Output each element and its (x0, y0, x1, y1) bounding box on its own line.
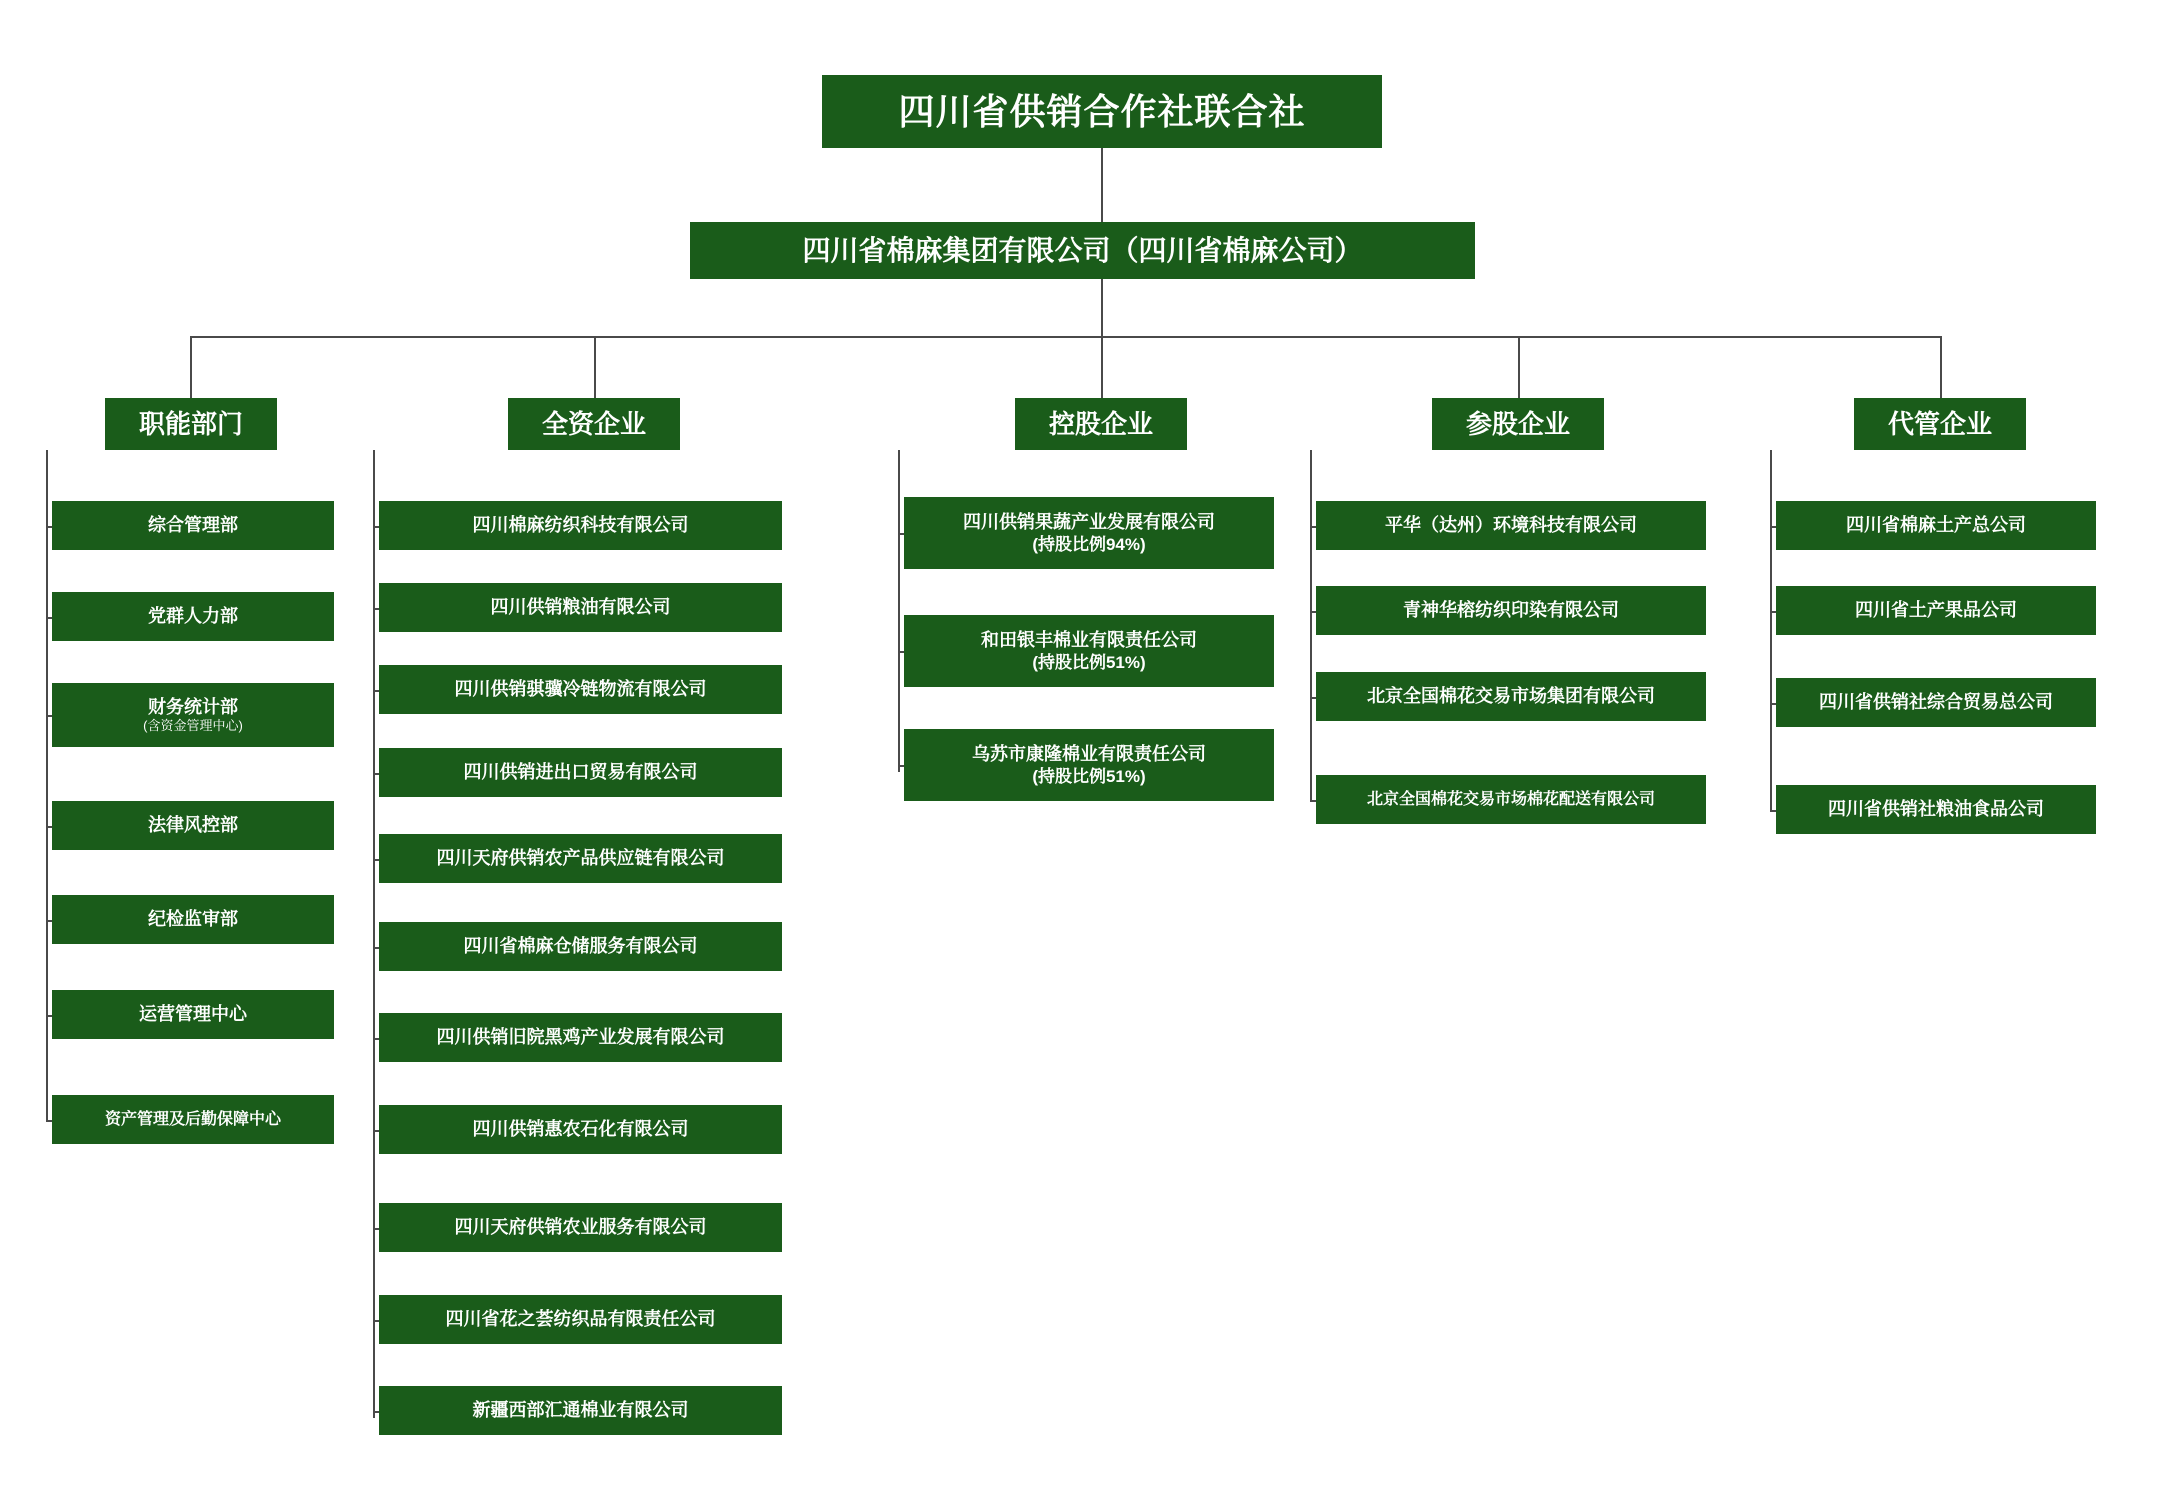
leaf-3-1-label: 青神华榕纺织印染有限公司 (1403, 600, 1619, 621)
leaf-0-5[interactable] (52, 990, 334, 1039)
node-level2[interactable] (690, 222, 1475, 279)
node-level2-label: 四川省棉麻集团有限公司（四川省棉麻公司） (802, 235, 1363, 266)
category-header-3-label: 参股企业 (1465, 408, 1570, 439)
leaf-1-2[interactable] (379, 665, 782, 714)
connector-bus-col-0 (190, 336, 192, 398)
leaf-0-4[interactable] (52, 895, 334, 944)
leaf-4-1-label: 四川省土产果品公司 (1855, 600, 2017, 621)
leaf-2-2[interactable] (904, 729, 1274, 801)
category-header-1-label: 全资企业 (541, 408, 646, 439)
leaf-3-0-label: 平华（达州）环境科技有限公司 (1385, 515, 1637, 536)
leaf-2-0-label: 四川供销果蔬产业发展有限公司 (963, 512, 1215, 533)
connector-bus-col-4 (1940, 336, 1942, 398)
leaf-1-4-label: 四川天府供销农产品供应链有限公司 (436, 848, 725, 869)
leaf-2-2-sub: (持股比例51%) (1032, 766, 1146, 786)
leaf-4-3[interactable] (1776, 785, 2096, 834)
leaf-1-7-label: 四川供销惠农石化有限公司 (472, 1119, 689, 1140)
leaf-1-7[interactable] (379, 1105, 782, 1154)
connector-col4-spine (1770, 450, 1772, 810)
leaf-1-9-label: 四川省花之荟纺织品有限责任公司 (445, 1309, 716, 1330)
leaf-1-0[interactable] (379, 501, 782, 550)
leaf-4-2-label: 四川省供销社综合贸易总公司 (1819, 692, 2053, 713)
leaf-2-1-sub: (持股比例51%) (1032, 652, 1146, 672)
leaf-3-0[interactable] (1316, 501, 1706, 550)
leaf-0-1[interactable] (52, 592, 334, 641)
leaf-0-3[interactable] (52, 801, 334, 850)
leaf-4-0-label: 四川省棉麻土产总公司 (1846, 515, 2026, 536)
connector-bus-col-1 (594, 336, 596, 398)
leaf-0-6[interactable] (52, 1095, 334, 1144)
leaf-3-2[interactable] (1316, 672, 1706, 721)
leaf-0-0-label: 综合管理部 (148, 515, 238, 536)
category-header-0-label: 职能部门 (138, 408, 243, 439)
leaf-1-8-label: 四川天府供销农业服务有限公司 (454, 1217, 707, 1238)
leaf-2-2-label: 乌苏市康隆棉业有限责任公司 (972, 744, 1206, 765)
connector-col0-spine (46, 450, 48, 1120)
leaf-0-5-label: 运营管理中心 (139, 1004, 247, 1025)
connector-col2-spine (898, 450, 900, 772)
category-header-0[interactable] (105, 398, 277, 450)
leaf-1-9[interactable] (379, 1295, 782, 1344)
leaf-2-0-sub: (持股比例94%) (1032, 534, 1146, 554)
connector-col1-spine (373, 450, 375, 1418)
leaf-2-0[interactable] (904, 497, 1274, 569)
node-root-label: 四川省供销合作社联合社 (898, 91, 1306, 132)
leaf-3-1[interactable] (1316, 586, 1706, 635)
leaf-1-3-label: 四川供销进出口贸易有限公司 (463, 762, 698, 783)
leaf-3-3[interactable] (1316, 775, 1706, 824)
leaf-0-2-sub: (含资金管理中心) (143, 718, 243, 734)
leaf-1-6-label: 四川供销旧院黑鸡产业发展有限公司 (436, 1027, 725, 1048)
leaf-4-3-label: 四川省供销社粮油食品公司 (1828, 799, 2044, 820)
leaf-1-8[interactable] (379, 1203, 782, 1252)
leaf-2-1-label: 和田银丰棉业有限责任公司 (981, 630, 1197, 651)
leaf-1-1[interactable] (379, 583, 782, 632)
leaf-4-0[interactable] (1776, 501, 2096, 550)
category-header-1[interactable] (508, 398, 680, 450)
connector-bus-col-2 (1101, 336, 1103, 398)
leaf-0-3-label: 法律风控部 (148, 815, 238, 836)
leaf-1-2-label: 四川供销骐骥冷链物流有限公司 (454, 679, 707, 700)
leaf-2-1[interactable] (904, 615, 1274, 687)
leaf-1-3[interactable] (379, 748, 782, 797)
leaf-0-2-label: 财务统计部 (148, 696, 238, 717)
leaf-0-4-label: 纪检监审部 (148, 909, 238, 930)
leaf-1-5[interactable] (379, 922, 782, 971)
leaf-1-6[interactable] (379, 1013, 782, 1062)
category-header-4[interactable] (1854, 398, 2026, 450)
connector-bus (190, 336, 1940, 338)
leaf-1-1-label: 四川供销粮油有限公司 (490, 597, 671, 618)
category-header-4-label: 代管企业 (1887, 408, 1992, 439)
leaf-0-2[interactable] (52, 683, 334, 747)
connector-bus-col-3 (1518, 336, 1520, 398)
leaf-0-1-label: 党群人力部 (148, 606, 238, 627)
connector-col3-spine (1310, 450, 1312, 800)
category-header-3[interactable] (1432, 398, 1604, 450)
leaf-0-0[interactable] (52, 501, 334, 550)
leaf-3-2-label: 北京全国棉花交易市场集团有限公司 (1367, 686, 1655, 707)
connector-root-level2 (1101, 148, 1103, 222)
category-header-2[interactable] (1015, 398, 1187, 450)
leaf-3-3-label: 北京全国棉花交易市场棉花配送有限公司 (1366, 790, 1655, 808)
leaf-4-1[interactable] (1776, 586, 2096, 635)
category-header-2-label: 控股企业 (1048, 408, 1153, 439)
leaf-1-10[interactable] (379, 1386, 782, 1435)
leaf-4-2[interactable] (1776, 678, 2096, 727)
connector-level2-bus (1101, 279, 1103, 336)
leaf-1-4[interactable] (379, 834, 782, 883)
leaf-1-10-label: 新疆西部汇通棉业有限公司 (472, 1400, 689, 1421)
leaf-1-5-label: 四川省棉麻仓储服务有限公司 (463, 936, 698, 957)
node-root[interactable] (822, 75, 1382, 148)
leaf-1-0-label: 四川棉麻纺织科技有限公司 (472, 515, 689, 536)
leaf-0-6-label: 资产管理及后勤保障中心 (104, 1110, 281, 1128)
